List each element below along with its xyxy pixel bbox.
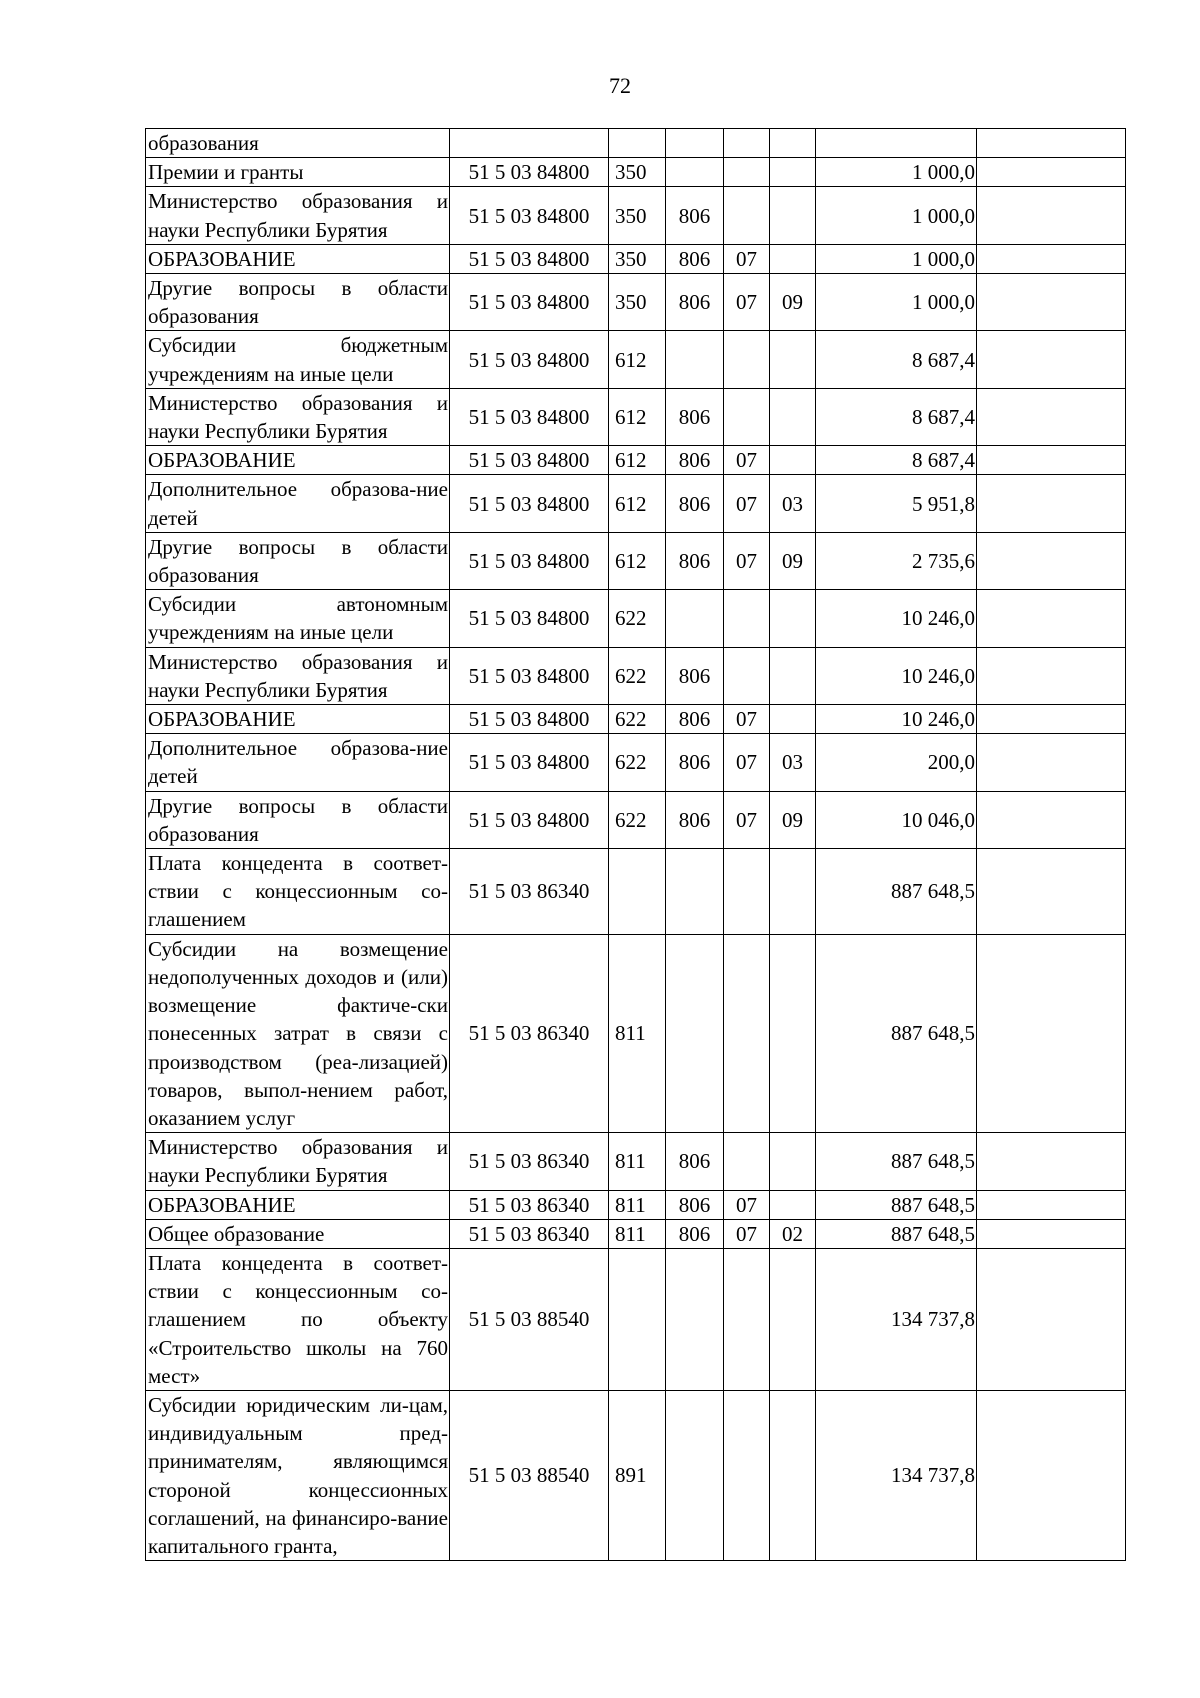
ministry-code-cell — [666, 1248, 724, 1390]
row-name-cell: ОБРАЗОВАНИЕ — [146, 1190, 450, 1219]
expense-type-cell: 350 — [609, 244, 666, 273]
expense-type-cell: 622 — [609, 705, 666, 734]
target-article-cell: 51 5 03 88540 — [450, 1390, 609, 1560]
table-row — [146, 244, 1126, 273]
extra-cell — [977, 849, 1126, 935]
target-article-cell: 51 5 03 84800 — [450, 791, 609, 848]
ministry-code-cell: 806 — [666, 1190, 724, 1219]
row-name-cell: Субсидии бюджетным учреждениям на иные цели — [146, 331, 450, 388]
ministry-code-cell — [666, 331, 724, 388]
ministry-code-cell: 806 — [666, 187, 724, 244]
extra-cell — [977, 705, 1126, 734]
expense-type-cell: 811 — [609, 1190, 666, 1219]
target-article-cell: 51 5 03 84800 — [450, 187, 609, 244]
row-name-cell: Общее образование — [146, 1219, 450, 1248]
extra-cell — [977, 475, 1126, 532]
row-name-cell: Другие вопросы в области образования — [146, 791, 450, 848]
target-article-cell: 51 5 03 86340 — [450, 1219, 609, 1248]
subsection-cell: 09 — [770, 274, 816, 331]
subsection-cell — [770, 1390, 816, 1560]
target-article-cell: 51 5 03 84800 — [450, 158, 609, 187]
amount-cell: 8 687,4 — [816, 388, 977, 445]
target-article-cell: 51 5 03 84800 — [450, 705, 609, 734]
extra-cell — [977, 274, 1126, 331]
extra-cell — [977, 1190, 1126, 1219]
subsection-cell — [770, 934, 816, 1132]
section-cell — [724, 934, 770, 1132]
amount-cell: 10 046,0 — [816, 791, 977, 848]
table-row — [146, 934, 1126, 1132]
amount-cell: 887 648,5 — [816, 934, 977, 1132]
extra-cell — [977, 129, 1126, 158]
target-article-cell: 51 5 03 86340 — [450, 934, 609, 1132]
ministry-code-cell: 806 — [666, 274, 724, 331]
page-number: 72 — [609, 73, 631, 98]
ministry-code-cell — [666, 590, 724, 647]
target-article-cell: 51 5 03 84800 — [450, 532, 609, 589]
extra-cell — [977, 388, 1126, 445]
target-article-cell: 51 5 03 84800 — [450, 274, 609, 331]
target-article-cell: 51 5 03 86340 — [450, 1190, 609, 1219]
table-row — [146, 647, 1126, 704]
target-article-cell — [450, 129, 609, 158]
amount-cell: 10 246,0 — [816, 647, 977, 704]
amount-cell: 1 000,0 — [816, 244, 977, 273]
section-cell — [724, 1390, 770, 1560]
section-cell: 07 — [724, 475, 770, 532]
table-row — [146, 158, 1126, 187]
ministry-code-cell: 806 — [666, 446, 724, 475]
target-article-cell: 51 5 03 84800 — [450, 647, 609, 704]
extra-cell — [977, 446, 1126, 475]
expense-type-cell: 350 — [609, 187, 666, 244]
amount-cell: 887 648,5 — [816, 1133, 977, 1190]
section-cell: 07 — [724, 734, 770, 791]
table-row — [146, 849, 1126, 935]
row-name-cell: Министерство образования и науки Республики Бурятия — [146, 388, 450, 445]
expense-type-cell — [609, 849, 666, 935]
expense-type-cell: 612 — [609, 446, 666, 475]
extra-cell — [977, 1390, 1126, 1560]
ministry-code-cell — [666, 158, 724, 187]
table-row — [146, 1133, 1126, 1190]
amount-cell: 8 687,4 — [816, 446, 977, 475]
table-row — [146, 129, 1126, 158]
budget-table — [145, 128, 1126, 1561]
expense-type-cell — [609, 1248, 666, 1390]
table-row — [146, 1219, 1126, 1248]
row-name-cell: Субсидии автономным учреждениям на иные цели — [146, 590, 450, 647]
subsection-cell — [770, 244, 816, 273]
extra-cell — [977, 1248, 1126, 1390]
ministry-code-cell: 806 — [666, 647, 724, 704]
row-name-cell: ОБРАЗОВАНИЕ — [146, 446, 450, 475]
subsection-cell: 09 — [770, 791, 816, 848]
target-article-cell: 51 5 03 84800 — [450, 446, 609, 475]
table-row — [146, 388, 1126, 445]
table-row — [146, 475, 1126, 532]
ministry-code-cell: 806 — [666, 532, 724, 589]
expense-type-cell: 612 — [609, 388, 666, 445]
table-row — [146, 532, 1126, 589]
row-name-cell: ОБРАЗОВАНИЕ — [146, 705, 450, 734]
extra-cell — [977, 187, 1126, 244]
table-row — [146, 1390, 1126, 1560]
table-row — [146, 791, 1126, 848]
subsection-cell — [770, 388, 816, 445]
expense-type-cell: 350 — [609, 274, 666, 331]
section-cell: 07 — [724, 244, 770, 273]
subsection-cell — [770, 1133, 816, 1190]
row-name-cell: Плата концедента в соответ-ствии с концессионным со-глашением — [146, 849, 450, 935]
expense-type-cell: 612 — [609, 331, 666, 388]
section-cell: 07 — [724, 1219, 770, 1248]
subsection-cell: 02 — [770, 1219, 816, 1248]
ministry-code-cell: 806 — [666, 244, 724, 273]
section-cell: 07 — [724, 446, 770, 475]
amount-cell: 2 735,6 — [816, 532, 977, 589]
table-row — [146, 274, 1126, 331]
extra-cell — [977, 791, 1126, 848]
ministry-code-cell: 806 — [666, 705, 724, 734]
ministry-code-cell — [666, 129, 724, 158]
target-article-cell: 51 5 03 84800 — [450, 244, 609, 273]
table-body — [146, 129, 1126, 1561]
section-cell — [724, 187, 770, 244]
ministry-code-cell: 806 — [666, 1219, 724, 1248]
section-cell — [724, 647, 770, 704]
row-name-cell: ОБРАЗОВАНИЕ — [146, 244, 450, 273]
table-row — [146, 1248, 1126, 1390]
expense-type-cell: 612 — [609, 532, 666, 589]
row-name-cell: Премии и гранты — [146, 158, 450, 187]
extra-cell — [977, 934, 1126, 1132]
subsection-cell: 09 — [770, 532, 816, 589]
amount-cell: 134 737,8 — [816, 1248, 977, 1390]
section-cell — [724, 158, 770, 187]
extra-cell — [977, 532, 1126, 589]
target-article-cell: 51 5 03 86340 — [450, 849, 609, 935]
subsection-cell: 03 — [770, 475, 816, 532]
extra-cell — [977, 331, 1126, 388]
subsection-cell — [770, 331, 816, 388]
subsection-cell — [770, 129, 816, 158]
section-cell: 07 — [724, 532, 770, 589]
expense-type-cell — [609, 129, 666, 158]
subsection-cell — [770, 705, 816, 734]
table-row — [146, 187, 1126, 244]
expense-type-cell: 622 — [609, 734, 666, 791]
target-article-cell: 51 5 03 84800 — [450, 388, 609, 445]
amount-cell — [816, 129, 977, 158]
extra-cell — [977, 734, 1126, 791]
ministry-code-cell: 806 — [666, 791, 724, 848]
amount-cell: 10 246,0 — [816, 705, 977, 734]
row-name-cell: Министерство образования и науки Республики Бурятия — [146, 647, 450, 704]
amount-cell: 1 000,0 — [816, 274, 977, 331]
table-row — [146, 331, 1126, 388]
section-cell — [724, 849, 770, 935]
ministry-code-cell: 806 — [666, 475, 724, 532]
row-name-cell: Дополнительное образова-ние детей — [146, 734, 450, 791]
ministry-code-cell — [666, 849, 724, 935]
row-name-cell: Плата концедента в соответ-ствии с концессионным со-глашением по объекту «Строительство школы на 760 мест» — [146, 1248, 450, 1390]
table-row — [146, 590, 1126, 647]
section-cell: 07 — [724, 705, 770, 734]
section-cell — [724, 129, 770, 158]
extra-cell — [977, 1219, 1126, 1248]
row-name-cell: Дополнительное образова-ние детей — [146, 475, 450, 532]
row-name-cell: Субсидии юридическим ли-цам, индивидуальным пред-принимателям, являющимся стороной концессионных соглашений, на финансиро-вание капитального гранта, — [146, 1390, 450, 1560]
section-cell: 07 — [724, 1190, 770, 1219]
subsection-cell: 03 — [770, 734, 816, 791]
ministry-code-cell: 806 — [666, 1133, 724, 1190]
ministry-code-cell — [666, 1390, 724, 1560]
table-row — [146, 446, 1126, 475]
ministry-code-cell: 806 — [666, 388, 724, 445]
row-name-cell: Субсидии на возмещение недополученных доходов и (или) возмещение фактиче-ски понесенных затрат в связи с производством (реа-лизацией) товаров, выпол-нением работ, оказанием услуг — [146, 934, 450, 1132]
amount-cell: 887 648,5 — [816, 1190, 977, 1219]
ministry-code-cell — [666, 934, 724, 1132]
expense-type-cell: 622 — [609, 590, 666, 647]
extra-cell — [977, 590, 1126, 647]
expense-type-cell: 612 — [609, 475, 666, 532]
amount-cell: 134 737,8 — [816, 1390, 977, 1560]
section-cell — [724, 1133, 770, 1190]
subsection-cell — [770, 1248, 816, 1390]
expense-type-cell: 811 — [609, 934, 666, 1132]
ministry-code-cell: 806 — [666, 734, 724, 791]
subsection-cell — [770, 187, 816, 244]
row-name-cell: образования — [146, 129, 450, 158]
subsection-cell — [770, 1190, 816, 1219]
subsection-cell — [770, 446, 816, 475]
extra-cell — [977, 244, 1126, 273]
row-name-cell: Министерство образования и науки Республики Бурятия — [146, 187, 450, 244]
subsection-cell — [770, 849, 816, 935]
target-article-cell: 51 5 03 84800 — [450, 331, 609, 388]
target-article-cell: 51 5 03 84800 — [450, 734, 609, 791]
section-cell: 07 — [724, 791, 770, 848]
section-cell: 07 — [724, 274, 770, 331]
expense-type-cell: 891 — [609, 1390, 666, 1560]
target-article-cell: 51 5 03 86340 — [450, 1133, 609, 1190]
subsection-cell — [770, 590, 816, 647]
amount-cell: 200,0 — [816, 734, 977, 791]
subsection-cell — [770, 647, 816, 704]
subsection-cell — [770, 158, 816, 187]
amount-cell: 887 648,5 — [816, 849, 977, 935]
target-article-cell: 51 5 03 88540 — [450, 1248, 609, 1390]
table-row — [146, 734, 1126, 791]
row-name-cell: Другие вопросы в области образования — [146, 274, 450, 331]
amount-cell: 5 951,8 — [816, 475, 977, 532]
amount-cell: 1 000,0 — [816, 187, 977, 244]
table-row — [146, 705, 1126, 734]
amount-cell: 887 648,5 — [816, 1219, 977, 1248]
amount-cell: 1 000,0 — [816, 158, 977, 187]
target-article-cell: 51 5 03 84800 — [450, 590, 609, 647]
expense-type-cell: 622 — [609, 647, 666, 704]
expense-type-cell: 811 — [609, 1219, 666, 1248]
expense-type-cell: 811 — [609, 1133, 666, 1190]
expense-type-cell: 350 — [609, 158, 666, 187]
target-article-cell: 51 5 03 84800 — [450, 475, 609, 532]
extra-cell — [977, 158, 1126, 187]
section-cell — [724, 388, 770, 445]
row-name-cell: Министерство образования и науки Республики Бурятия — [146, 1133, 450, 1190]
section-cell — [724, 331, 770, 388]
amount-cell: 8 687,4 — [816, 331, 977, 388]
expense-type-cell: 622 — [609, 791, 666, 848]
extra-cell — [977, 647, 1126, 704]
row-name-cell: Другие вопросы в области образования — [146, 532, 450, 589]
amount-cell: 10 246,0 — [816, 590, 977, 647]
table-row — [146, 1190, 1126, 1219]
extra-cell — [977, 1133, 1126, 1190]
section-cell — [724, 590, 770, 647]
section-cell — [724, 1248, 770, 1390]
